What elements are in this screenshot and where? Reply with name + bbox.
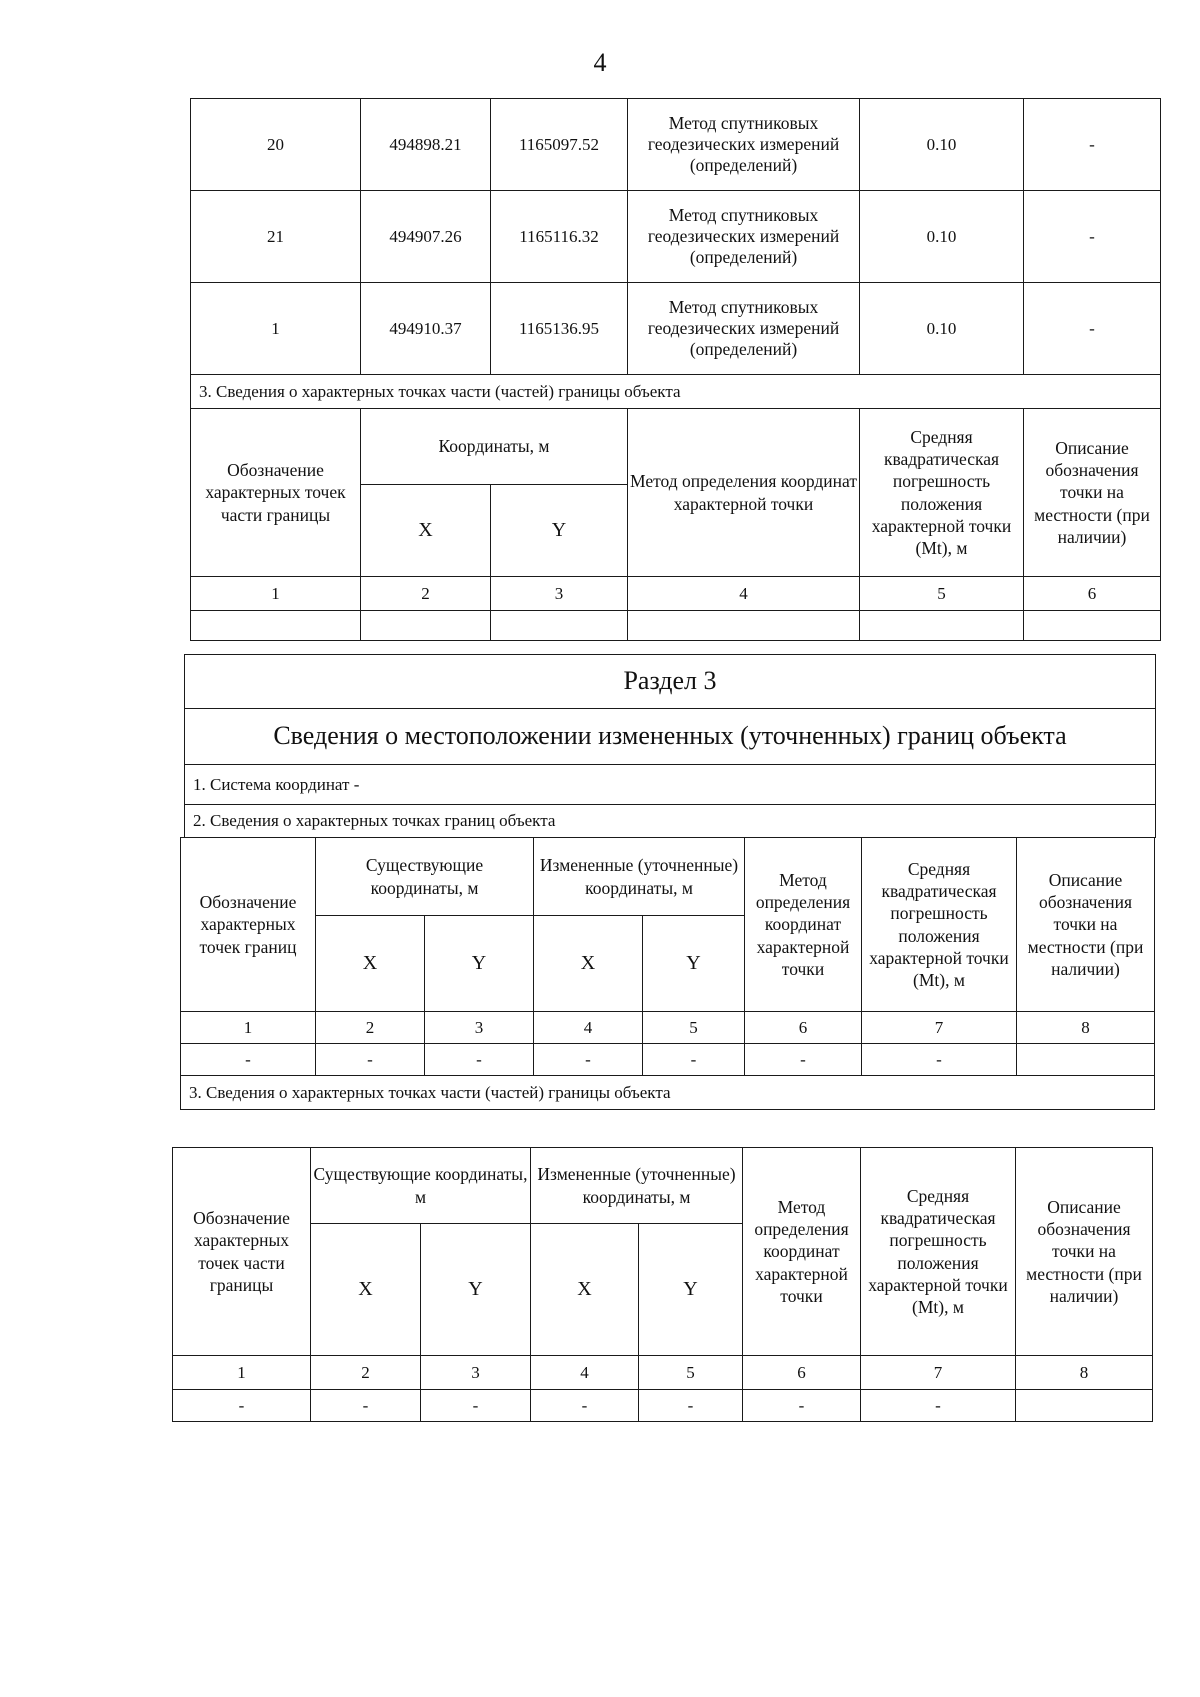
t2-col-existing-header: Существующие координаты, м (311, 1148, 531, 1224)
t1-col-mt-header: Средняя квадратическая погрешность положения характерной точки (Mt), м (862, 838, 1017, 1012)
changed-parts-table (172, 1147, 1152, 1422)
coord-x: 494898.21 (361, 99, 491, 191)
col-number: 6 (745, 1012, 862, 1044)
col-point-header: Обозначение характерных точек части границы (191, 409, 361, 577)
col-mt-header: Средняя квадратическая погрешность положения характерной точки (Mt), м (860, 409, 1024, 577)
coord-y: 1165136.95 (491, 283, 628, 375)
col-number: 1 (191, 577, 361, 611)
col-y-header: Y (491, 485, 628, 577)
t2-col-desc-header: Описание обозначения точки на местности (при наличии) (1016, 1148, 1153, 1356)
dash-cell: - (311, 1390, 421, 1422)
mt-value: 0.10 (860, 191, 1024, 283)
t1-existing-x-header: X (316, 916, 425, 1012)
col-number: 2 (361, 577, 491, 611)
dash-cell: - (745, 1044, 862, 1076)
description: - (1024, 283, 1161, 375)
t1-col-changed-header: Измененные (уточненные) координаты, м (534, 838, 745, 916)
dash-cell: - (531, 1390, 639, 1422)
mt-value: 0.10 (860, 283, 1024, 375)
t1-col-existing-header: Существующие координаты, м (316, 838, 534, 916)
changed-boundary-table (180, 837, 1154, 1110)
t1-col-point-header: Обозначение характерных точек границ (181, 838, 316, 1012)
point-number: 21 (191, 191, 361, 283)
empty-cell (491, 611, 628, 641)
method-cell: Метод спутниковых геодезических измерений (определений) (628, 283, 860, 375)
t2-col-point-header: Обозначение характерных точек части границы (173, 1148, 311, 1356)
dash-cell: - (421, 1390, 531, 1422)
mt-value: 0.10 (860, 99, 1024, 191)
col-number: 3 (425, 1012, 534, 1044)
col-number: 8 (1016, 1356, 1153, 1390)
empty-cell (1024, 611, 1161, 641)
col-number: 3 (491, 577, 628, 611)
col-number: 4 (534, 1012, 643, 1044)
method-cell: Метод спутниковых геодезических измерений (определений) (628, 99, 860, 191)
dash-cell: - (643, 1044, 745, 1076)
t2-changed-y-header: Y (639, 1224, 743, 1356)
col-number: 1 (181, 1012, 316, 1044)
t1-existing-y-header: Y (425, 916, 534, 1012)
coord-x: 494910.37 (361, 283, 491, 375)
t1-col-method-header: Метод определения координат характерной точки (745, 838, 862, 1012)
col-number: 7 (861, 1356, 1016, 1390)
empty-cell (628, 611, 860, 641)
description: - (1024, 191, 1161, 283)
dash-cell (1016, 1390, 1153, 1422)
dash-cell: - (425, 1044, 534, 1076)
parts-heading: 3. Сведения о характерных точках части (частей) границы объекта (191, 375, 1161, 409)
t1-changed-x-header: X (534, 916, 643, 1012)
col-number: 1 (173, 1356, 311, 1390)
col-number: 6 (743, 1356, 861, 1390)
col-number: 3 (421, 1356, 531, 1390)
section-title: Раздел 3 (185, 655, 1156, 709)
dash-cell: - (639, 1390, 743, 1422)
col-number: 5 (860, 577, 1024, 611)
col-x-header: X (361, 485, 491, 577)
coord-y: 1165097.52 (491, 99, 628, 191)
point-number: 1 (191, 283, 361, 375)
t2-col-mt-header: Средняя квадратическая погрешность положения характерной точки (Mt), м (861, 1148, 1016, 1356)
empty-cell (361, 611, 491, 641)
t2-existing-y-header: Y (421, 1224, 531, 1356)
coord-y: 1165116.32 (491, 191, 628, 283)
t2-changed-x-header: X (531, 1224, 639, 1356)
col-number: 7 (862, 1012, 1017, 1044)
table-row (191, 283, 1161, 375)
dash-cell: - (743, 1390, 861, 1422)
col-number: 2 (316, 1012, 425, 1044)
boundary-points-continuation (190, 98, 1160, 641)
dash-cell: - (861, 1390, 1016, 1422)
t1-changed-y-header: Y (643, 916, 745, 1012)
dash-cell: - (173, 1390, 311, 1422)
col-number: 5 (639, 1356, 743, 1390)
col-number: 4 (628, 577, 860, 611)
col-number: 4 (531, 1356, 639, 1390)
coord-system: 1. Система координат - (185, 765, 1156, 805)
col-number: 5 (643, 1012, 745, 1044)
table-row (191, 191, 1161, 283)
page-number: 4 (593, 48, 607, 77)
boundary-heading: 2. Сведения о характерных точках границ объекта (185, 805, 1156, 838)
dash-cell (1017, 1044, 1155, 1076)
dash-cell: - (181, 1044, 316, 1076)
parts-heading-2: 3. Сведения о характерных точках части (частей) границы объекта (181, 1076, 1155, 1110)
col-number: 6 (1024, 577, 1161, 611)
table-row (191, 99, 1161, 191)
section3-header (184, 654, 1156, 838)
coord-x: 494907.26 (361, 191, 491, 283)
col-coords-header: Координаты, м (361, 409, 628, 485)
col-number: 8 (1017, 1012, 1155, 1044)
description: - (1024, 99, 1161, 191)
section-subtitle: Сведения о местоположении измененных (уточненных) границ объекта (185, 709, 1156, 765)
t2-col-changed-header: Измененные (уточненные) координаты, м (531, 1148, 743, 1224)
dash-cell: - (862, 1044, 1017, 1076)
empty-cell (860, 611, 1024, 641)
col-method-header: Метод определения координат характерной точки (628, 409, 860, 577)
col-number: 2 (311, 1356, 421, 1390)
empty-cell (191, 611, 361, 641)
col-desc-header: Описание обозначения точки на местности (при наличии) (1024, 409, 1161, 577)
t1-col-desc-header: Описание обозначения точки на местности (при наличии) (1017, 838, 1155, 1012)
t2-col-method-header: Метод определения координат характерной точки (743, 1148, 861, 1356)
dash-cell: - (316, 1044, 425, 1076)
dash-cell: - (534, 1044, 643, 1076)
t2-existing-x-header: X (311, 1224, 421, 1356)
method-cell: Метод спутниковых геодезических измерений (определений) (628, 191, 860, 283)
point-number: 20 (191, 99, 361, 191)
